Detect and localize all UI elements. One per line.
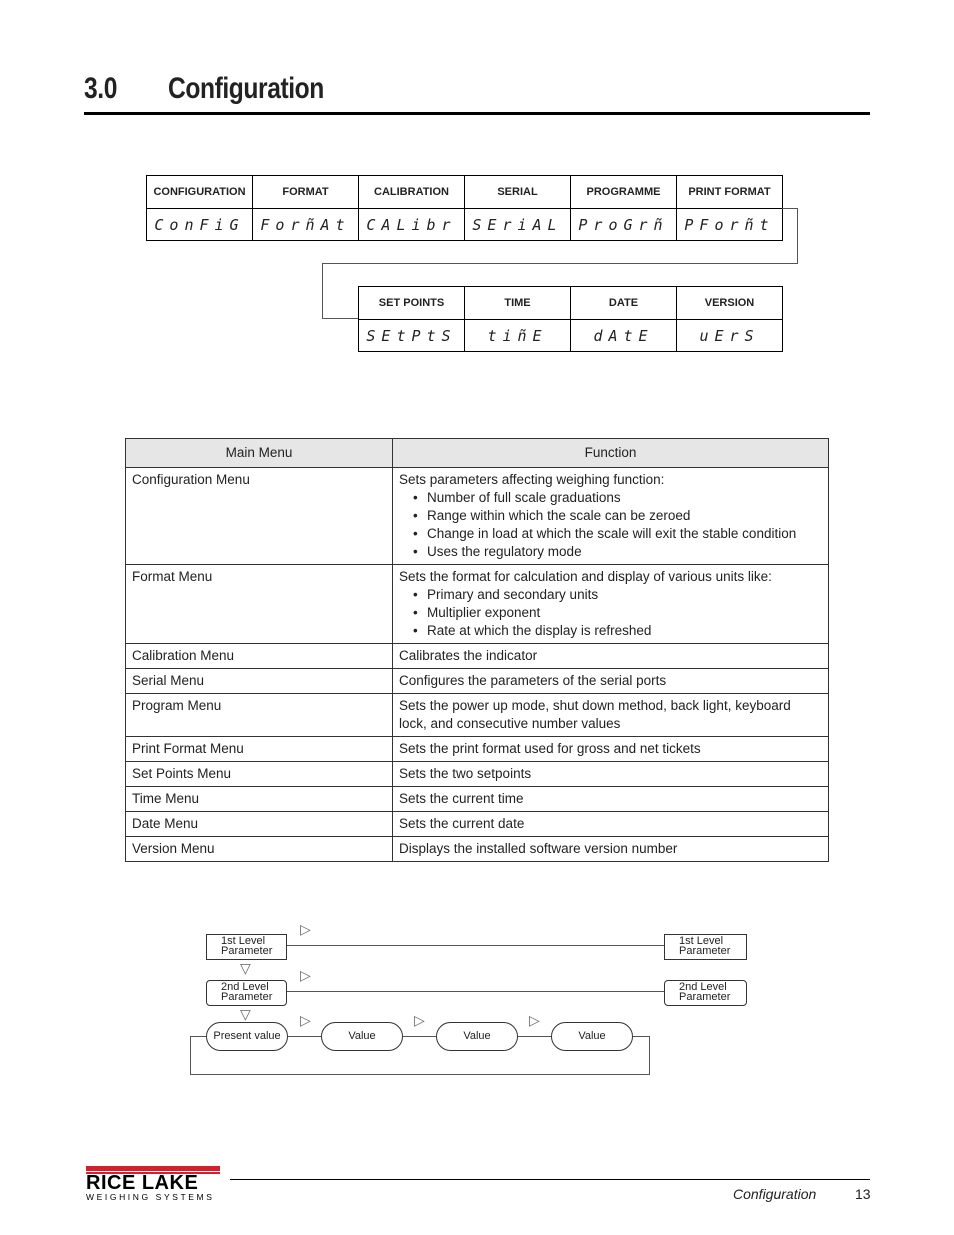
- heading-rule: [84, 112, 870, 115]
- logo-stripe: [86, 1166, 220, 1171]
- diagram-line: [287, 991, 664, 992]
- page-number: 13: [855, 1186, 871, 1202]
- lcd-display: ProGrñ: [571, 209, 677, 241]
- right-arrow-icon: ▷: [300, 1012, 311, 1028]
- lcd-display: uErS: [677, 320, 783, 352]
- level2-right-box: 2nd Level Parameter: [664, 980, 747, 1006]
- lcd-display: ForñAt: [253, 209, 359, 241]
- lcd-display: ConFiG: [147, 209, 253, 241]
- bullet-list: [399, 586, 822, 640]
- table-row: [126, 468, 829, 565]
- connector-line: [322, 318, 359, 319]
- function-cell: Sets the two setpoints: [393, 762, 829, 787]
- diagram-line: [649, 1036, 650, 1075]
- function-cell: Displays the installed software version number: [393, 837, 829, 862]
- menu-cell: Version Menu: [126, 837, 393, 862]
- column-header: Function: [393, 439, 829, 468]
- column-header: Main Menu: [126, 439, 393, 468]
- section-number: 3.0: [84, 72, 117, 105]
- lcd-display: CALibr: [359, 209, 465, 241]
- diagram-line: [403, 1036, 436, 1037]
- menu-cell: Set Points Menu: [126, 762, 393, 787]
- down-arrow-icon: ▽: [240, 960, 251, 976]
- bullet-item: • Change in load at which the scale will exit the stable condition: [407, 525, 822, 543]
- table-row: [126, 812, 829, 837]
- function-text: Sets parameters affecting weighing function:: [399, 472, 665, 487]
- table-row: [126, 787, 829, 812]
- bullet-list: [399, 489, 822, 561]
- table-row: [126, 644, 829, 669]
- menu-cell: Serial Menu: [126, 669, 393, 694]
- diagram-line: [190, 1036, 207, 1037]
- lcd-display: dAtE: [571, 320, 677, 352]
- table-row: [126, 837, 829, 862]
- bullet-item: • Range within which the scale can be zeroed: [407, 507, 822, 525]
- diagram-line: [518, 1036, 551, 1037]
- diagram-line: [633, 1036, 650, 1037]
- level1-right-box: 1st Level Parameter: [664, 934, 747, 960]
- bullet-item: • Rate at which the display is refreshed: [407, 622, 822, 640]
- menu-label: SERIAL: [465, 176, 571, 209]
- lcd-display: tiñE: [465, 320, 571, 352]
- menu-label: PRINT FORMAT: [677, 176, 783, 209]
- connector-line: [322, 263, 323, 319]
- function-cell: Calibrates the indicator: [393, 644, 829, 669]
- menu-cell: Program Menu: [126, 694, 393, 737]
- table-row: [126, 565, 829, 644]
- diagram-line: [190, 1074, 650, 1075]
- function-text: Sets the format for calculation and display of various units like:: [399, 569, 772, 584]
- menu-label: VERSION: [677, 287, 783, 320]
- right-arrow-icon: ▷: [300, 921, 311, 937]
- menu-cell: Format Menu: [126, 565, 393, 644]
- menu-cell: Print Format Menu: [126, 737, 393, 762]
- right-arrow-icon: ▷: [529, 1012, 540, 1028]
- bullet-item: • Multiplier exponent: [407, 604, 822, 622]
- menu-cell: Configuration Menu: [126, 468, 393, 565]
- table-row: [126, 694, 829, 737]
- menu-function-table: [125, 438, 829, 862]
- level2-left-box: 2nd Level Parameter: [206, 980, 287, 1006]
- table-row: [126, 762, 829, 787]
- menu-label: DATE: [571, 287, 677, 320]
- value-node: Value: [551, 1022, 633, 1051]
- bullet-item: • Uses the regulatory mode: [407, 543, 822, 561]
- menu-label: TIME: [465, 287, 571, 320]
- value-node: Value: [321, 1022, 403, 1051]
- connector-line: [797, 208, 798, 264]
- footer-section-name: Configuration: [733, 1186, 817, 1202]
- function-cell: [393, 565, 829, 644]
- lcd-display: PForñt: [677, 209, 783, 241]
- diagram-line: [190, 1036, 191, 1075]
- bullet-item: • Number of full scale graduations: [407, 489, 822, 507]
- diagram-line: [287, 945, 664, 946]
- menu-label: FORMAT: [253, 176, 359, 209]
- brand-tagline: WEIGHING SYSTEMS: [86, 1192, 215, 1202]
- table-row: [126, 669, 829, 694]
- function-cell: Sets the current date: [393, 812, 829, 837]
- section-title: Configuration: [168, 72, 324, 105]
- function-cell: Configures the parameters of the serial ports: [393, 669, 829, 694]
- present-value-node: Present value: [206, 1022, 288, 1051]
- bullet-item: • Primary and secondary units: [407, 586, 822, 604]
- menu-label: SET POINTS: [359, 287, 465, 320]
- function-cell: [393, 468, 829, 565]
- lcd-display: SEriAL: [465, 209, 571, 241]
- level1-left-box: 1st Level Parameter: [206, 934, 287, 960]
- diagram-line: [287, 1036, 321, 1037]
- value-node: Value: [436, 1022, 518, 1051]
- right-arrow-icon: ▷: [300, 967, 311, 983]
- lcd-display: SEtPtS: [359, 320, 465, 352]
- menu-label: CONFIGURATION: [147, 176, 253, 209]
- connector-line: [322, 263, 798, 264]
- menu-cell: Calibration Menu: [126, 644, 393, 669]
- function-cell: Sets the power up mode, shut down method, back light, keyboard lock, and consecutive number values: [393, 694, 829, 737]
- menu-label: CALIBRATION: [359, 176, 465, 209]
- down-arrow-icon: ▽: [240, 1006, 251, 1022]
- brand-logo: RICE LAKE: [86, 1172, 199, 1194]
- right-arrow-icon: ▷: [414, 1012, 425, 1028]
- connector-line: [782, 208, 798, 209]
- menu-grid-top: [146, 175, 783, 241]
- menu-label: PROGRAMME: [571, 176, 677, 209]
- footer-rule: [230, 1179, 870, 1180]
- function-cell: Sets the current time: [393, 787, 829, 812]
- table-row: [126, 737, 829, 762]
- menu-grid-bottom: [358, 286, 783, 352]
- menu-cell: Date Menu: [126, 812, 393, 837]
- menu-cell: Time Menu: [126, 787, 393, 812]
- function-cell: Sets the print format used for gross and net tickets: [393, 737, 829, 762]
